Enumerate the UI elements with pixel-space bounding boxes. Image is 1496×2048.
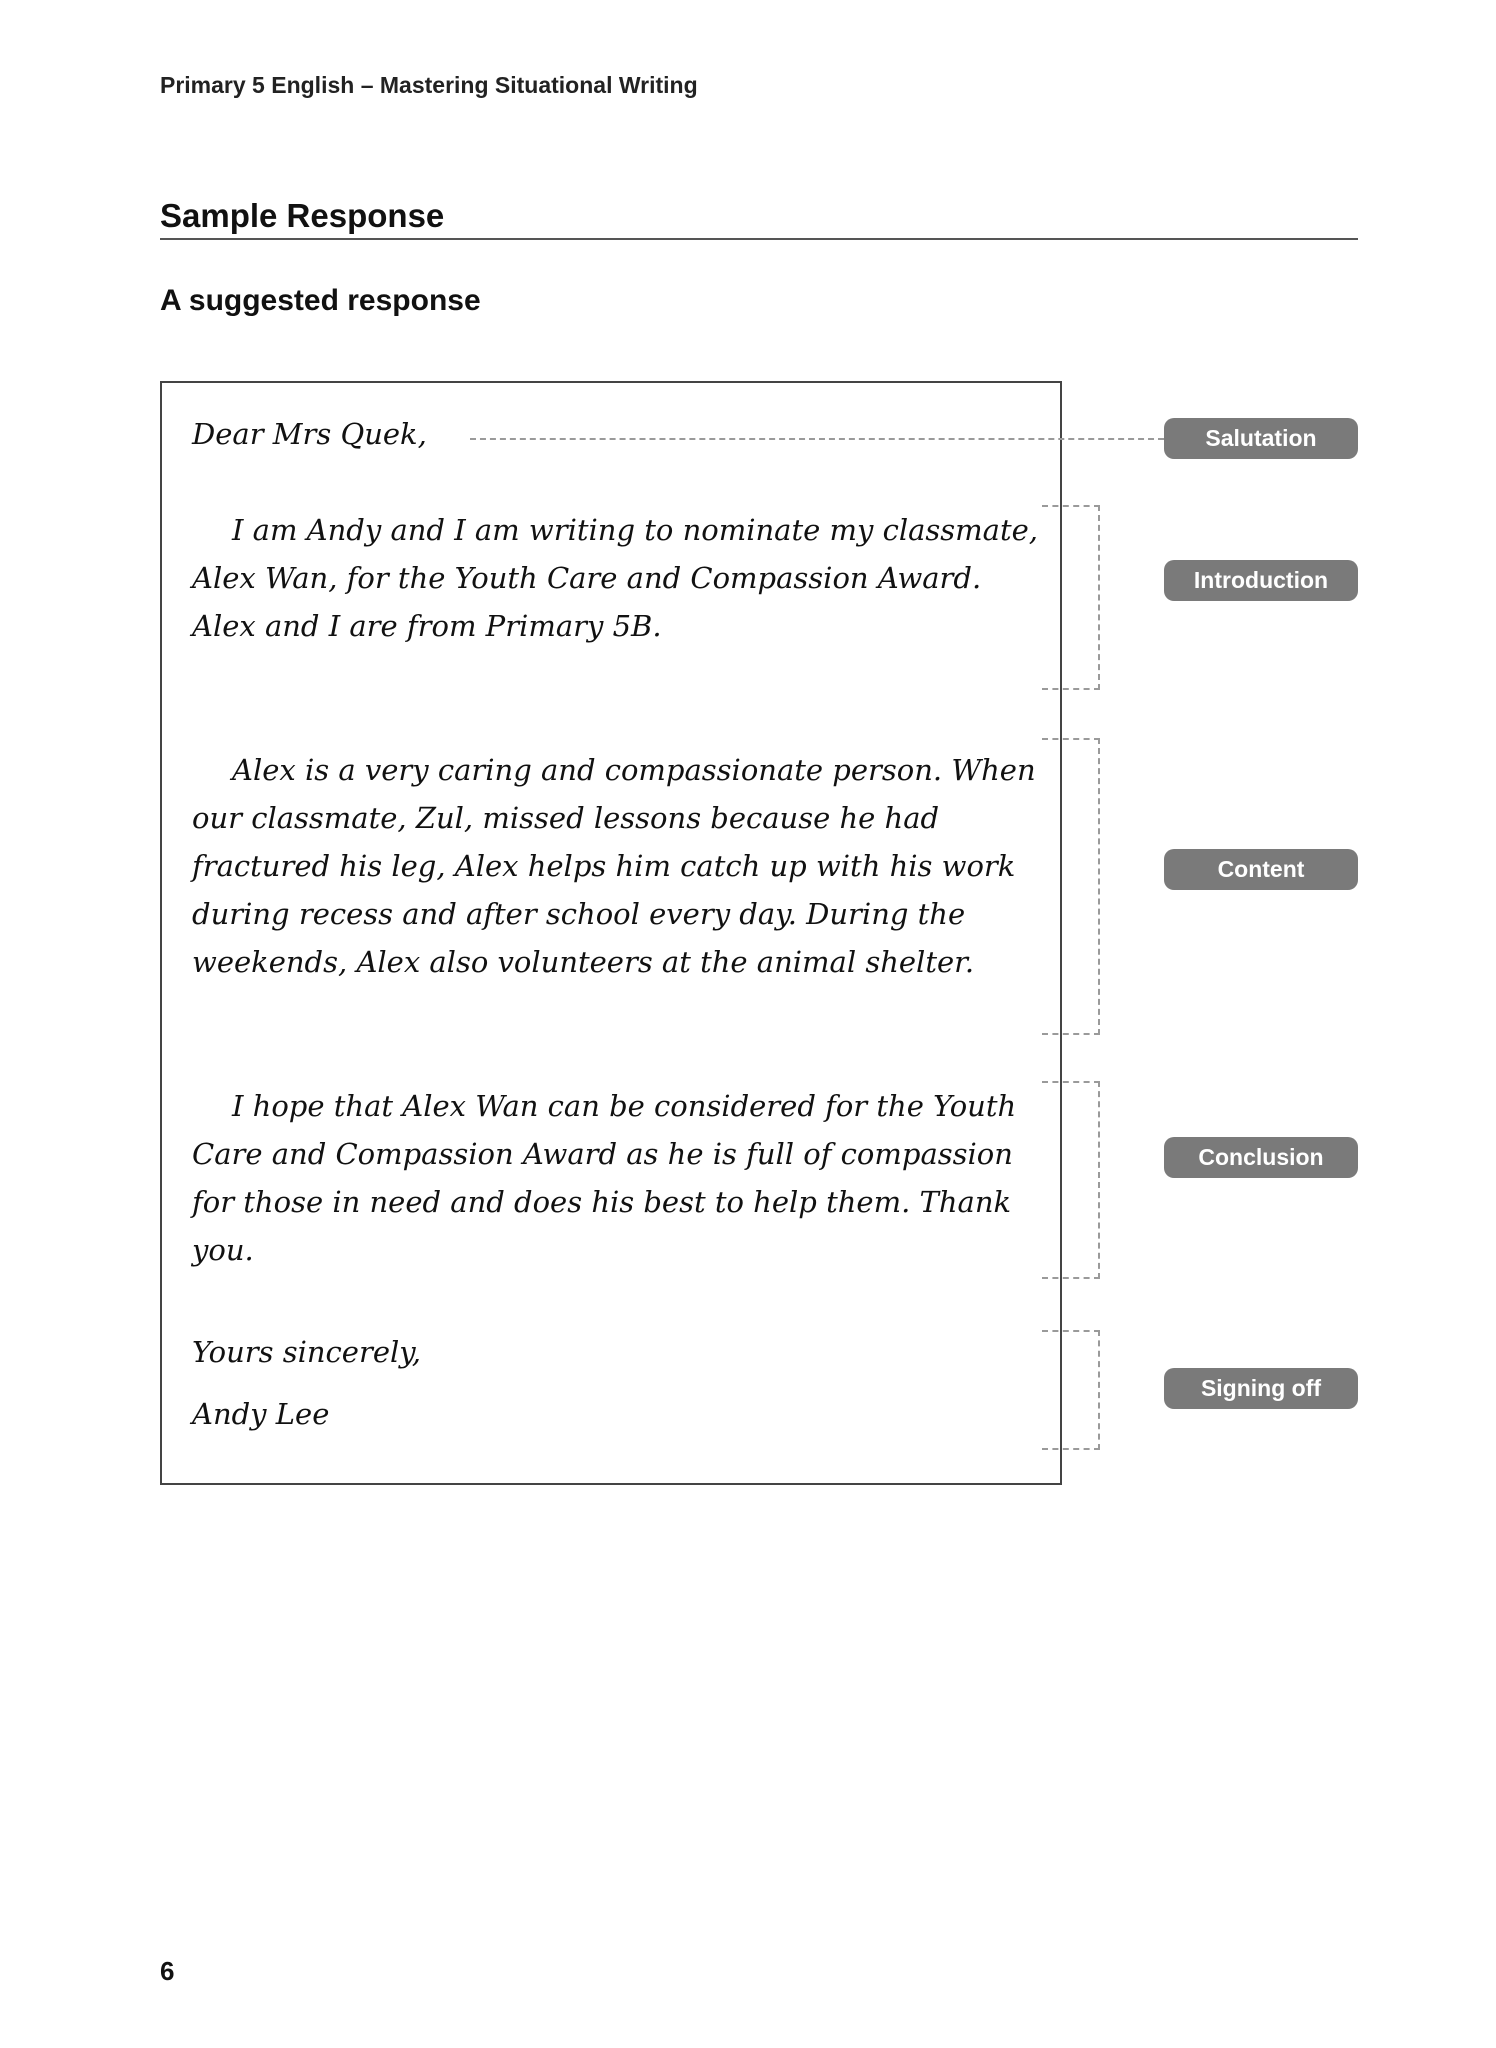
conclusion-bracket: [1042, 1081, 1100, 1279]
page-number: 6: [160, 1956, 175, 1986]
salutation-label: Salutation: [1164, 418, 1358, 459]
conclusion-label: Conclusion: [1164, 1137, 1358, 1178]
letter-closing: Yours sincerely,: [192, 1335, 422, 1369]
section-title: Sample Response: [160, 197, 445, 234]
signing-off-label: Signing off: [1164, 1368, 1358, 1409]
introduction-label: Introduction: [1164, 560, 1358, 601]
section-subtitle: A suggested response: [160, 284, 481, 317]
letter-conclusion-text: I hope that Alex Wan can be considered for the Youth Care and Compassion Award as he is full of compassion for those in need and does his best to help them. Thank you.: [192, 1089, 1017, 1267]
signing-off-bracket: [1042, 1330, 1100, 1450]
letter-salutation: Dear Mrs Quek,: [192, 417, 427, 451]
running-header: Primary 5 English – Mastering Situational Writing: [160, 72, 698, 98]
letter-content-paragraph: [192, 746, 1052, 986]
section-divider: [160, 238, 1358, 240]
letter-introduction-paragraph: [192, 506, 1052, 650]
salutation-guide-line: [470, 438, 1164, 440]
letter-introduction-text: I am Andy and I am writing to nominate my classmate, Alex Wan, for the Youth Care and Compassion Award. Alex and I are from Primary 5B.: [192, 513, 1038, 643]
content-bracket: [1042, 738, 1100, 1035]
letter-conclusion-paragraph: [192, 1082, 1052, 1274]
content-label: Content: [1164, 849, 1358, 890]
letter-signature: Andy Lee: [192, 1397, 330, 1431]
letter-content-text: Alex is a very caring and compassionate person. When our classmate, Zul, missed lessons because he had fractured his leg, Alex helps him catch up with his work during recess and after school every day. During the weekends, Alex also volunteers at the animal shelter.: [192, 753, 1036, 979]
introduction-bracket: [1042, 505, 1100, 690]
